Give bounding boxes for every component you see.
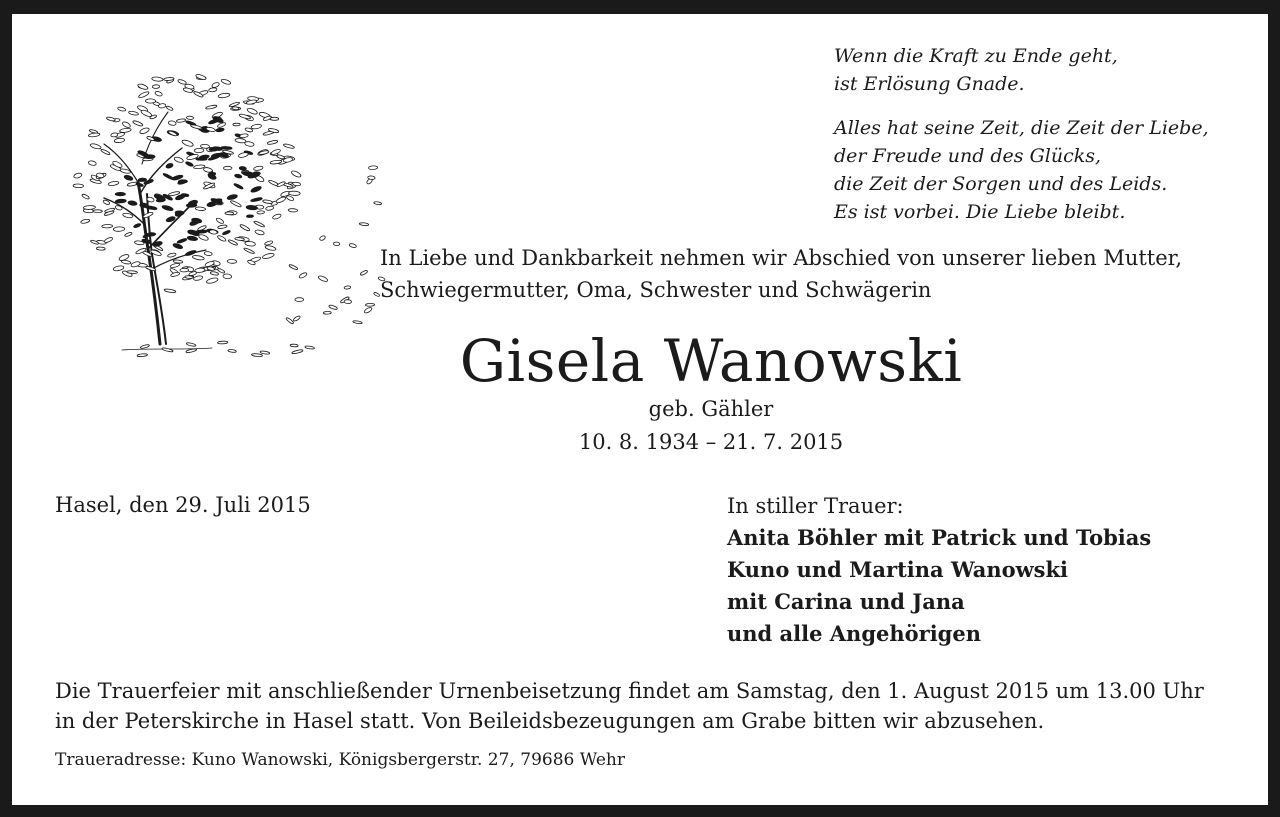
intro-line: In Liebe und Dankbarkeit nehmen wir Abschied von unserer lieben Mutter, xyxy=(380,246,1183,270)
mourning-address: Traueradresse: Kuno Wanowski, Königsbergerstr. 27, 79686 Wehr xyxy=(55,750,625,770)
windblown-tree-icon xyxy=(52,44,392,374)
mourner-line: mit Carina und Jana xyxy=(727,589,965,614)
mourners-heading: In stiller Trauer: xyxy=(727,494,904,518)
mourner-line: Anita Böhler mit Patrick und Tobias xyxy=(727,525,1152,550)
mourner-line: Kuno und Martina Wanowski xyxy=(727,557,1069,582)
quote-stanza-2 xyxy=(834,114,1254,226)
quote-line: der Freude und des Glücks, xyxy=(834,145,1102,167)
funeral-service-info xyxy=(55,676,1255,736)
obituary-notice xyxy=(12,14,1268,805)
quote-line: Alles hat seine Zeit, die Zeit der Liebe, xyxy=(834,117,1209,139)
quote-line: Wenn die Kraft zu Ende geht, xyxy=(834,45,1118,67)
quote-stanza-1 xyxy=(834,42,1254,98)
quote-line: ist Erlösung Gnade. xyxy=(834,73,1025,95)
maiden-name: geb. Gähler xyxy=(648,397,774,421)
quote-line: Es ist vorbei. Die Liebe bleibt. xyxy=(834,201,1126,223)
life-dates: 10. 8. 1934 – 21. 7. 2015 xyxy=(578,430,844,454)
deceased-name: Gisela Wanowski xyxy=(459,327,963,395)
place-and-date: Hasel, den 29. Juli 2015 xyxy=(55,493,311,517)
farewell-intro xyxy=(380,242,1260,306)
mourners-block xyxy=(727,490,1247,650)
mourner-line: und alle Angehörigen xyxy=(727,621,981,646)
service-line: Die Trauerfeier mit anschließender Urnenbeisetzung findet am Samstag, den 1. August 2015 um 13.00 Uhr xyxy=(55,679,1204,703)
quote-line: die Zeit der Sorgen und des Leids. xyxy=(834,173,1168,195)
intro-line: Schwiegermutter, Oma, Schwester und Schwägerin xyxy=(380,278,932,302)
service-line: in der Peterskirche in Hasel statt. Von Beileidsbezeugungen am Grabe bitten wir abzusehen. xyxy=(55,709,1045,733)
